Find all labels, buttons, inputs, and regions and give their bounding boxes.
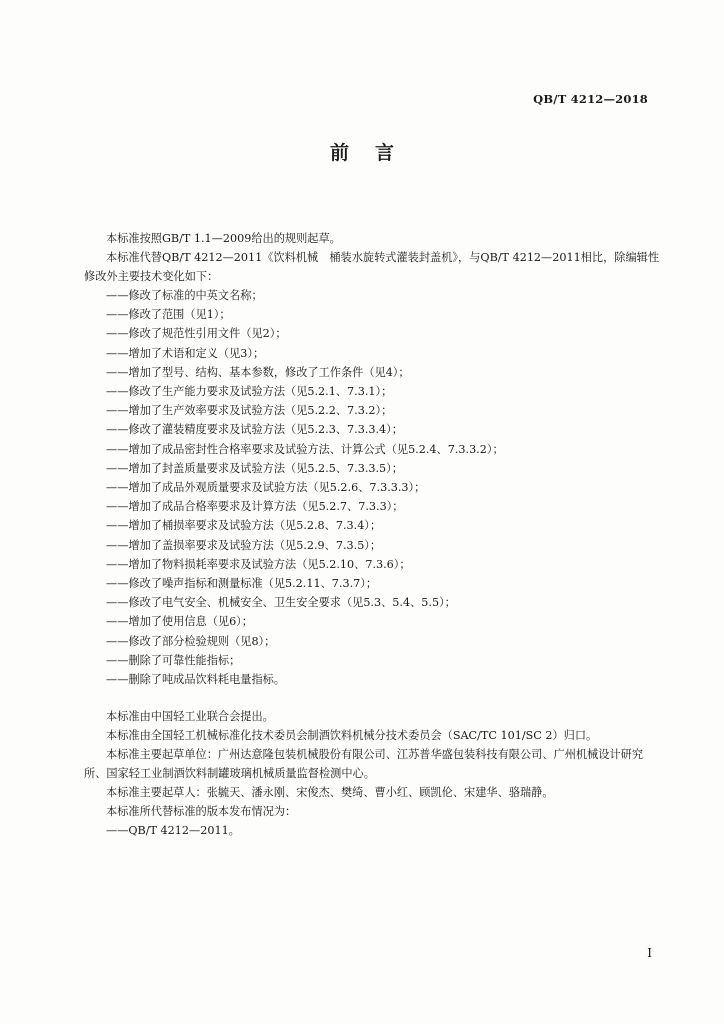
changes-list bbox=[84, 286, 660, 689]
closing-paragraph: 本标准由中国轻工业联合会提出。 bbox=[106, 710, 274, 724]
intro-paragraph: 本标准代替QB/T 4212—2011《饮料机械 桶装水旋转式灌装封盖机》，与QB/T 4212—2011相比，除编辑性修改外主要技术变化如下： bbox=[84, 251, 660, 283]
list-item: ——修改了噪声指标和测量标准（见5.2.11、7.3.7）； bbox=[106, 577, 378, 591]
preface-body bbox=[84, 229, 660, 840]
list-item: ——增加了型号、结构、基本参数，修改了工作条件（见4）； bbox=[106, 365, 410, 379]
list-item: ——修改了生产能力要求及试验方法（见5.2.1、7.3.1）； bbox=[106, 385, 393, 399]
list-item: ——增加了成品合格率要求及计算方法（见5.2.7、7.3.3）； bbox=[106, 500, 404, 514]
list-item: ——增加了使用信息（见6）； bbox=[106, 615, 253, 629]
page-title: 前言 bbox=[329, 142, 420, 164]
closing-paragraph: 本标准由全国轻工机械标准化技术委员会制酒饮料机械分技术委员会（SAC/TC 101/SC 2）归口。 bbox=[106, 729, 598, 743]
list-item: ——增加了封盖质量要求及试验方法（见5.2.5、7.3.3.5）； bbox=[106, 461, 403, 475]
list-item: ——增加了盖损率要求及试验方法（见5.2.9、7.3.5）； bbox=[106, 538, 382, 552]
closing-paragraph: 本标准主要起草单位：广州达意隆包装机械股份有限公司、江苏普华盛包装科技有限公司、广州机械设计研究所、国家轻工业制酒饮料制罐玻璃机械质量监督检测中心。 bbox=[84, 748, 644, 781]
list-item: ——增加了成品外观质量要求及试验方法（见5.2.6、7.3.3.3）； bbox=[106, 481, 426, 495]
list-item: ——删除了可靠性能指标； bbox=[106, 653, 241, 667]
previous-version: ——QB/T 4212—2011。 bbox=[106, 824, 240, 838]
list-item: ——增加了成品密封性合格率要求及试验方法、计算公式（见5.2.4、7.3.3.2）； bbox=[106, 442, 504, 456]
list-item: ——修改了灌装精度要求及试验方法（见5.2.3、7.3.3.4）； bbox=[106, 423, 403, 437]
closing-paragraph: 本标准主要起草人：张毓天、潘永刚、宋俊杰、樊绮、曹小红、顾凯伦、宋建华、骆瑞静。 bbox=[106, 786, 554, 800]
list-item: ——修改了规范性引用文件（见2）； bbox=[106, 327, 287, 341]
closing-paragraph: 本标准所代替标准的版本发布情况为： bbox=[106, 805, 297, 819]
list-item: ——增加了物料损耗率要求及试验方法（见5.2.10、7.3.6）； bbox=[106, 557, 411, 571]
list-item: ——增加了生产效率要求及试验方法（见5.2.2、7.3.2）； bbox=[106, 404, 393, 418]
list-item: ——修改了部分检验规则（见8）； bbox=[106, 634, 276, 648]
spacer bbox=[84, 689, 660, 707]
page-number: I bbox=[647, 946, 652, 960]
standard-code: QB/T 4212—2018 bbox=[533, 92, 648, 106]
list-item: ——删除了吨成品饮料耗电量指标。 bbox=[106, 673, 286, 687]
list-item: ——增加了桶损率要求及试验方法（见5.2.8、7.3.4）； bbox=[106, 519, 382, 533]
list-item: ——修改了范围（见1）； bbox=[106, 308, 231, 322]
list-item: ——修改了电气安全、机械安全、卫生安全要求（见5.3、5.4、5.5）； bbox=[106, 596, 456, 610]
list-item: ——修改了标准的中英文名称； bbox=[106, 289, 263, 302]
list-item: ——增加了术语和定义（见3）； bbox=[106, 346, 265, 360]
intro-paragraph: 本标准按照GB/T 1.1—2009给出的规则起草。 bbox=[106, 232, 341, 245]
